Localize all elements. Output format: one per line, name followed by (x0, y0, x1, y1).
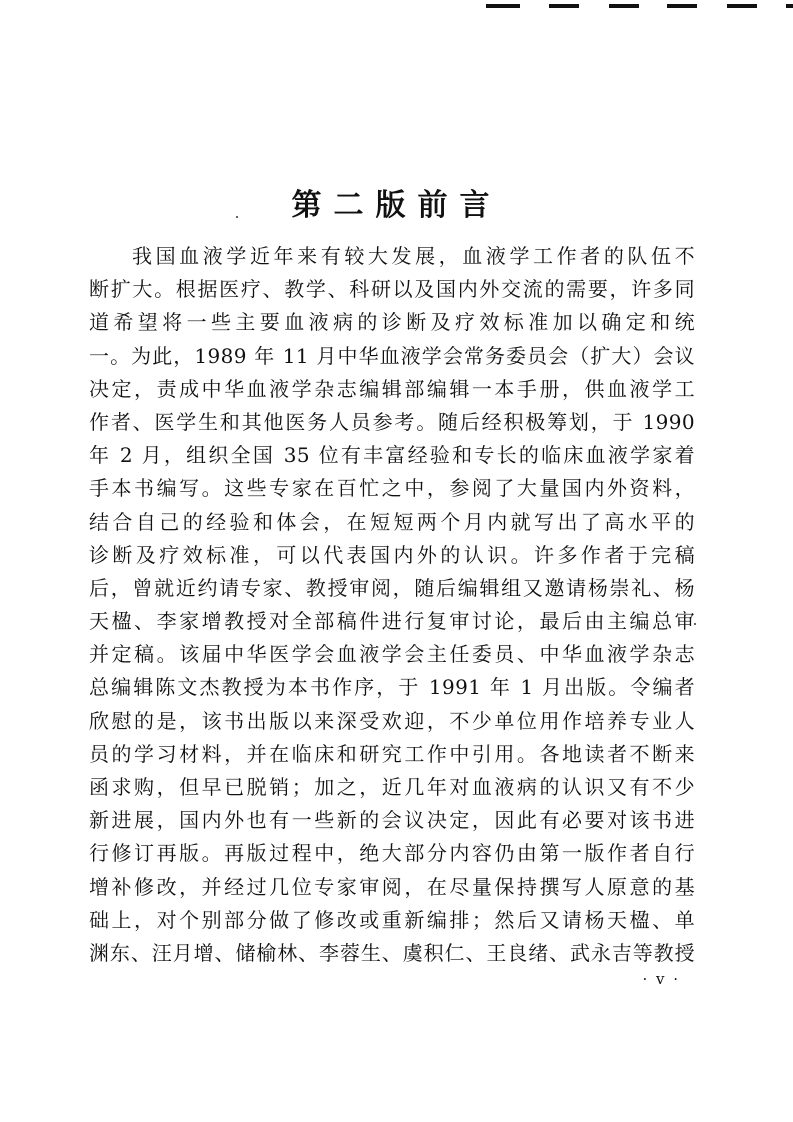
text-line: 础上，对个别部分做了修改或重新编排；然后又请杨天楹、单 (89, 907, 695, 932)
text-line: 道希望将一些主要血液病的诊断及疗效标准加以确定和统 (89, 310, 695, 335)
text-line: 断扩大。根据医疗、教学、科研以及国内外交流的需要，许多同 (89, 277, 695, 302)
text-line: 一。为此，1989 年 11 月中华血液学会常务委员会（扩大）会议 (89, 343, 695, 368)
text-line: 结合自己的经验和体会，在短短两个月内就写出了高水平的 (89, 509, 695, 534)
top-rule-6 (786, 4, 793, 8)
preface-paragraph (89, 240, 695, 970)
top-rule-3 (609, 4, 639, 8)
text-line: 并定稿。该届中华医学会血液学会主任委员、中华血液学杂志 (89, 642, 695, 667)
text-line: 函求购，但早已脱销；加之，近几年对血液病的认识又有不少 (89, 775, 695, 799)
top-rule-1 (486, 4, 520, 8)
top-border-marks (0, 0, 793, 14)
text-line: 诊断及疗效标准，可以代表国内外的认识。许多作者于完稿 (89, 542, 695, 567)
text-line: 欣慰的是，该书出版以来深受欢迎，不少单位用作培养专业人 (89, 708, 695, 733)
text-line: 渊东、汪月增、储榆林、李蓉生、虞积仁、王良绪、武永吉等教授 (89, 940, 695, 965)
text-line: 手本书编写。这些专家在百忙之中，参阅了大量国内外资料， (89, 476, 695, 501)
text-line: 新进展，国内外也有一些新的会议决定，因此有必要对该书进 (89, 808, 695, 833)
top-rule-5 (727, 4, 757, 8)
top-rule-4 (667, 4, 697, 8)
text-line: 员的学习材料，并在临床和研究工作中引用。各地读者不断来 (89, 741, 695, 766)
text-line: 决定，责成中华血液学杂志编辑部编辑一本手册，供血液学工 (89, 376, 695, 401)
text-line: 我国血液学近年来有较大发展，血液学工作者的队伍不 (132, 244, 695, 268)
page-number: · v · (642, 970, 680, 988)
text-line: 行修订再版。再版过程中，绝大部分内容仍由第一版作者自行 (89, 841, 695, 866)
top-rule-2 (549, 4, 579, 8)
page-title: 第二版前言 (291, 188, 502, 223)
text-line: 总编辑陈文杰教授为本书作序，于 1991 年 1 月出版。令编者 (89, 675, 695, 700)
text-line: 增补修改，并经过几位专家审阅，在尽量保持撰写人原意的基 (89, 874, 695, 899)
text-line: 年 2 月，组织全国 35 位有丰富经验和专长的临床血液学家着 (89, 443, 695, 468)
text-line: 天楹、李家增教授对全部稿件进行复审讨论，最后由主编总审 (89, 609, 695, 634)
text-line: 作者、医学生和其他医务人员参考。随后经积极筹划，于 1990 (89, 409, 695, 434)
text-line: 后，曾就近约请专家、教授审阅，随后编辑组又邀请杨崇礼、杨 (89, 575, 695, 600)
